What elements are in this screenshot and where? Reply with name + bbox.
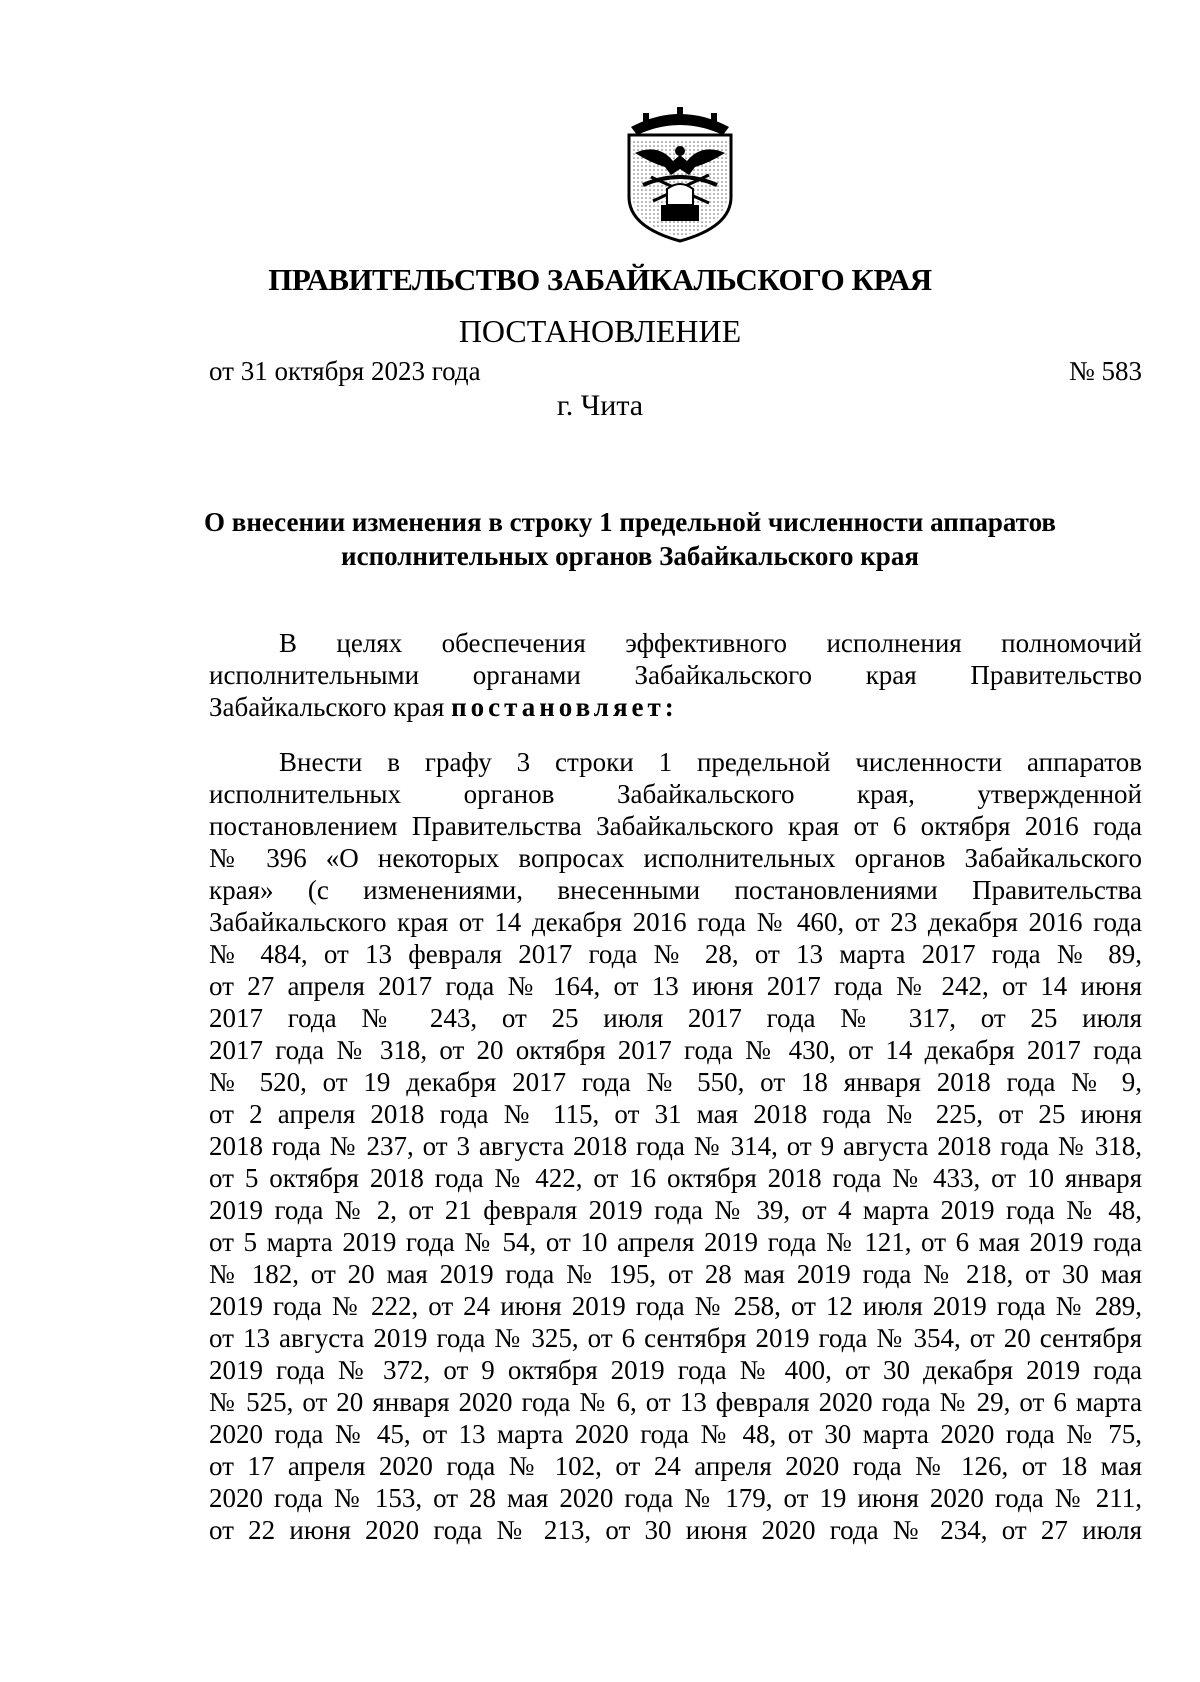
subject-line: О внесении изменения в строку 1 предельной численности аппаратов xyxy=(203,507,1057,537)
paragraph-line: 2020 года № 45, от 13 марта 2020 года № 48, от 30 марта 2020 года № 75, xyxy=(209,1419,1142,1449)
paragraph-line: от 2 апреля 2018 года № 115, от 31 мая 2018 года № 225, от 25 июня xyxy=(209,1099,1142,1129)
paragraph-line: № 182, от 20 мая 2019 года № 195, от 28 мая 2019 года № 218, от 30 мая xyxy=(209,1259,1142,1289)
organization-title: ПРАВИТЕЛЬСТВО ЗАБАЙКАЛЬСКОГО КРАЯ xyxy=(268,262,932,297)
document-city: г. Чита xyxy=(556,389,644,422)
main-paragraph xyxy=(209,746,1142,1546)
paragraph-line: от 5 октября 2018 года № 422, от 16 октября 2018 года № 433, от 10 января xyxy=(209,1163,1142,1193)
document-subject xyxy=(150,505,1110,573)
paragraph-line xyxy=(209,691,1142,723)
document-date: от 31 октября 2023 года xyxy=(209,356,481,386)
paragraph-line: Забайкальского края от 14 декабря 2016 года № 460, от 23 декабря 2016 года xyxy=(209,907,1142,937)
paragraph-line: № 484, от 13 февраля 2017 года № 28, от 13 марта 2017 года № 89, xyxy=(209,939,1142,969)
decree-word: постановляет: xyxy=(451,692,678,722)
paragraph-line: 2020 года № 153, от 28 мая 2020 года № 179, от 19 июня 2020 года № 211, xyxy=(209,1483,1142,1513)
paragraph-line: 2017 года № 318, от 20 октября 2017 года № 430, от 14 декабря 2017 года xyxy=(209,1035,1142,1065)
coat-of-arms-icon xyxy=(613,105,747,245)
paragraph-line: постановлением Правительства Забайкальского края от 6 октября 2016 года xyxy=(209,811,1142,841)
paragraph-line: от 22 июня 2020 года № 213, от 30 июня 2020 года № 234, от 27 июля xyxy=(209,1515,1142,1545)
paragraph-line: от 17 апреля 2020 года № 102, от 24 апреля 2020 года № 126, от 18 мая xyxy=(209,1451,1142,1481)
paragraph-line: 2019 года № 222, от 24 июня 2019 года № 258, от 12 июля 2019 года № 289, xyxy=(209,1291,1142,1321)
paragraph-line: № 520, от 19 декабря 2017 года № 550, от 18 января 2018 года № 9, xyxy=(209,1067,1142,1097)
preamble-paragraph xyxy=(209,627,1142,723)
paragraph-line: от 13 августа 2019 года № 325, от 6 сентября 2019 года № 354, от 20 сентября xyxy=(209,1323,1142,1353)
subject-line: исполнительных органов Забайкальского края xyxy=(341,541,919,571)
paragraph-line: 2019 года № 2, от 21 февраля 2019 года № 39, от 4 марта 2019 года № 48, xyxy=(209,1195,1142,1225)
paragraph-line: 2017 года № 243, от 25 июля 2017 года № 317, от 25 июля xyxy=(209,1003,1142,1033)
paragraph-line: 2018 года № 237, от 3 августа 2018 года № 314, от 9 августа 2018 года № 318, xyxy=(209,1131,1142,1161)
preamble-text: Забайкальского края xyxy=(209,692,452,722)
document-type: ПОСТАНОВЛЕНИЕ xyxy=(458,313,742,349)
document-number: № 583 xyxy=(1068,356,1142,386)
paragraph-line: исполнительных органов Забайкальского края, утвержденной xyxy=(209,779,1142,809)
paragraph-line: от 27 апреля 2017 года № 164, от 13 июня 2017 года № 242, от 14 июня xyxy=(209,971,1142,1001)
paragraph-line: Внести в графу 3 строки 1 предельной численности аппаратов xyxy=(279,747,1142,777)
paragraph-line: 2019 года № 372, от 9 октября 2019 года № 400, от 30 декабря 2019 года xyxy=(209,1355,1142,1385)
paragraph-line: от 5 марта 2019 года № 54, от 10 апреля 2019 года № 121, от 6 мая 2019 года xyxy=(209,1227,1142,1257)
paragraph-line: исполнительными органами Забайкальского края Правительство xyxy=(209,660,1142,690)
paragraph-line: края» (с изменениями, внесенными постановлениями Правительства xyxy=(209,875,1142,905)
paragraph-line: № 396 «О некоторых вопросах исполнительных органов Забайкальского xyxy=(209,843,1142,873)
paragraph-line: № 525, от 20 января 2020 года № 6, от 13 февраля 2020 года № 29, от 6 марта xyxy=(209,1387,1142,1417)
paragraph-line: В целях обеспечения эффективного исполнения полномочий xyxy=(279,628,1142,658)
